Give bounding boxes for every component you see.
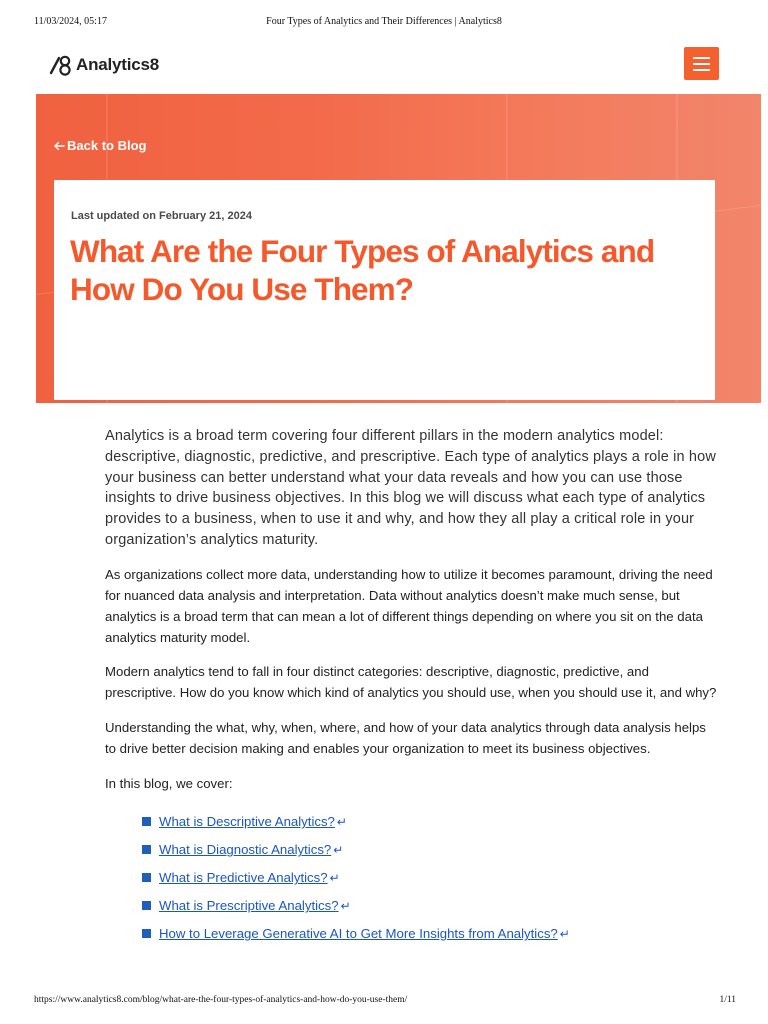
toc-link-diagnostic[interactable] [159, 842, 343, 857]
table-of-contents [142, 808, 754, 948]
article-header-card [54, 180, 715, 400]
body-paragraph: Modern analytics tend to fall in four distinct categories: descriptive, diagnostic, predictive, and prescriptive. How do you know which kind of analytics you should use, when you should use it, and why? [105, 664, 717, 701]
logo-text: Analytics8 [76, 55, 160, 74]
square-bullet-icon [142, 845, 151, 854]
article-body [105, 426, 717, 948]
menu-button[interactable] [684, 47, 719, 80]
square-bullet-icon [142, 817, 151, 826]
back-to-blog-link[interactable] [53, 138, 146, 153]
hamburger-menu-icon [693, 69, 710, 71]
body-paragraph: Understanding the what, why, when, where, and how of your data analytics through data analysis helps to drive better decision making and enables your organization to meet its business objectives. [105, 720, 706, 757]
toc-item [142, 892, 754, 920]
lead-paragraph: Analytics is a broad term covering four different pillars in the modern analytics model: descriptive, diagnostic, predictive, and prescriptive. Each type of analytics plays a role in how your business can better understand what your data reveals and how you can use those insights to drive business objectives. In this blog we will discuss what each type of analytics provides to a business, when to use it and why, and how they all play a critical role in your organization’s analytics maturity. [105, 428, 716, 548]
toc-link-label: What is Diagnostic Analytics? [159, 842, 332, 858]
hamburger-menu-icon [693, 63, 710, 65]
print-header [0, 16, 768, 30]
toc-link-label: What is Prescriptive Analytics? [159, 898, 339, 914]
print-page-title: Four Types of Analytics and Their Differences | Analytics8 [266, 16, 502, 27]
print-footer [0, 995, 768, 1009]
toc-link-descriptive[interactable] [159, 814, 347, 829]
site-header [0, 44, 768, 86]
return-arrow-icon: ↵ [336, 815, 347, 830]
print-url: https://www.analytics8.com/blog/what-are-the-four-types-of-analytics-and-how-do-you-use-them/ [34, 995, 408, 1005]
return-arrow-icon: ↵ [559, 927, 570, 942]
toc-link-label: What is Descriptive Analytics? [159, 814, 335, 830]
print-page-number: 1/11 [719, 995, 736, 1005]
body-paragraph: As organizations collect more data, understanding how to utilize it becomes paramount, driving the need for nuanced data analysis and interpretation. Data without analytics doesn’t make much sense, but analytics is a broad term that can mean a lot of different things depending on where you sit on the data analytics maturity model. [105, 566, 713, 645]
arrow-left-icon [53, 140, 65, 152]
square-bullet-icon [142, 901, 151, 910]
return-arrow-icon: ↵ [329, 871, 340, 886]
toc-link-label: How to Leverage Generative AI to Get More Insights from Analytics? [159, 926, 558, 942]
print-timestamp: 11/03/2024, 05:17 [34, 16, 107, 27]
toc-link-generative-ai[interactable] [159, 926, 570, 941]
hamburger-menu-icon [693, 57, 710, 59]
toc-item [142, 808, 754, 836]
toc-intro: In this blog, we cover: [105, 776, 233, 792]
back-to-blog-label: Back to Blog [67, 138, 147, 153]
page-title: What Are the Four Types of Analytics and How Do You Use Them? [70, 233, 655, 307]
toc-item [142, 920, 754, 948]
toc-link-label: What is Predictive Analytics? [159, 870, 328, 886]
toc-item [142, 864, 754, 892]
return-arrow-icon: ↵ [333, 843, 344, 858]
square-bullet-icon [142, 873, 151, 882]
last-updated: Last updated on February 21, 2024 [71, 210, 252, 222]
toc-link-prescriptive[interactable] [159, 898, 351, 913]
toc-link-predictive[interactable] [159, 870, 340, 885]
return-arrow-icon: ↵ [340, 899, 351, 914]
square-bullet-icon [142, 929, 151, 938]
analytics8-logo-icon [48, 52, 74, 78]
site-logo[interactable] [48, 52, 159, 78]
toc-item [142, 836, 754, 864]
